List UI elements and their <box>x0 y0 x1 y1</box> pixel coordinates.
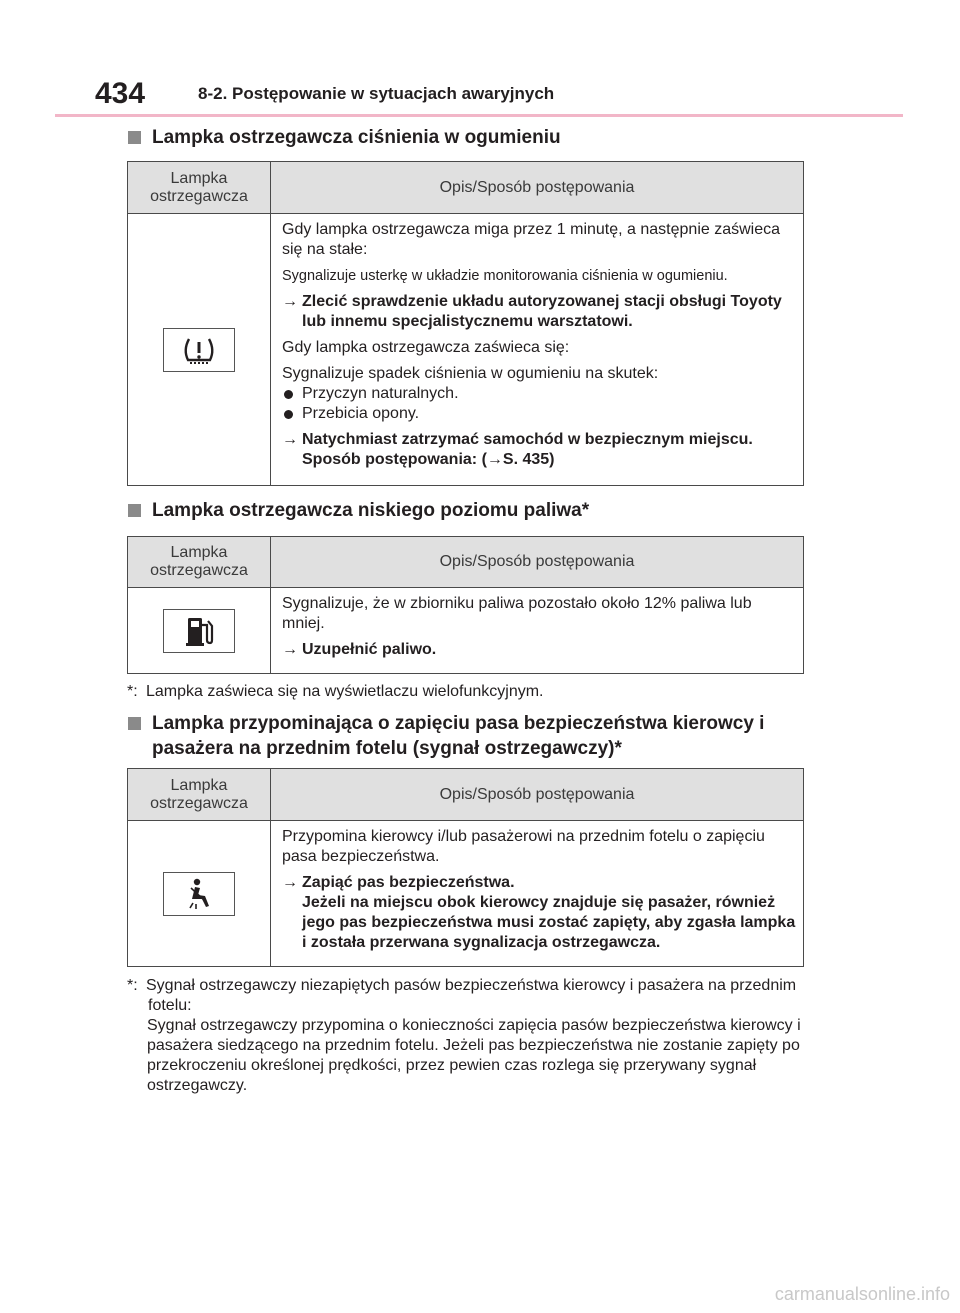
action-instruction: → Zlecić sprawdzenie układu autoryzowanej stacji obsługi Toyoty lub innemu specjalistycznemu warsztatowi. <box>282 293 782 330</box>
header-rule <box>55 114 903 117</box>
footnote-marker: *: <box>127 683 138 700</box>
chapter-title: 8-2. Postępowanie w sytuacjach awaryjnych <box>198 84 555 103</box>
list-item: Przebicia opony. <box>282 404 797 424</box>
col-header-lamp: Lampka ostrzegawcza <box>128 537 271 588</box>
arrow-icon: → <box>282 641 298 658</box>
icon-cell <box>128 588 271 674</box>
description-cell <box>271 821 804 967</box>
fuel-pump-icon <box>163 609 235 653</box>
footnote: *: Lampka zaświeca się na wyświetlaczu wielofunkcyjnym. <box>127 683 544 700</box>
arrow-icon: → <box>282 874 298 891</box>
description-text: Sygnalizuje usterkę w układzie monitorowania ciśnienia w ogumieniu. <box>282 268 728 284</box>
watermark-footer: carmanualsonline.info <box>774 1284 950 1304</box>
seatbelt-reminder-icon <box>163 872 235 916</box>
description-text: Sygnalizuje, że w zbiorniku paliwa pozostało około 12% paliwa lub mniej. <box>282 595 752 632</box>
col-header-lamp: Lampka ostrzegawcza <box>128 162 271 214</box>
action-instruction: → Natychmiast zatrzymać samochód w bezpiecznym miejscu. Sposób postępowania: (→S. 435) <box>282 431 753 468</box>
description-text: Gdy lampka ostrzegawcza zaświeca się: <box>282 339 570 356</box>
square-bullet-icon <box>128 131 141 144</box>
arrow-icon: → <box>282 293 298 310</box>
bullet-dot-icon <box>284 410 293 419</box>
section-title-seatbelt: Lampka przypominająca o zapięciu pasa bezpieczeństwa kierowcy i pasażera na przednim fotelu (sygnał ostrzegawczy)* <box>130 711 820 761</box>
section-title-tire-pressure: Lampka ostrzegawcza ciśnienia w ogumieniu <box>130 125 810 150</box>
description-text: Sygnalizuje spadek ciśnienia w ogumieniu na skutek: <box>282 365 659 382</box>
col-header-lamp: Lampka ostrzegawcza <box>128 769 271 821</box>
icon-cell <box>128 214 271 486</box>
list-item: Przyczyn naturalnych. <box>282 384 797 404</box>
action-instruction: → Uzupełnić paliwo. <box>282 641 437 658</box>
footnote-marker: *: <box>127 977 138 994</box>
footnote: *: Sygnał ostrzegawczy niezapiętych pasów bezpieczeństwa kierowcy i pasażera na przednim fotelu: Sygnał ostrzegawczy przypomina o konieczności zapięcia pasów bezpieczeństwa kierowcy i pasażera siedzącego na przednim fotelu. Jeżeli pas bezpieczeństwa nie zostanie zapięty po przekroczeniu określonej prędkości, przez pewien czas rozlega się przerywany sygnał ostrzegawczy. <box>127 977 801 1094</box>
fuel-table <box>127 536 804 674</box>
page-number: 434 <box>95 77 146 110</box>
page-header <box>95 76 903 116</box>
icon-cell <box>128 821 271 967</box>
arrow-icon: → <box>282 431 298 448</box>
tire-pressure-table <box>127 161 804 486</box>
bullet-dot-icon <box>284 390 293 399</box>
square-bullet-icon <box>128 504 141 517</box>
col-header-description: Opis/Sposób postępowania <box>271 162 804 214</box>
description-cell <box>271 588 804 674</box>
action-instruction: → Zapiąć pas bezpieczeństwa. Jeżeli na miejscu obok kierowcy znajduje się pasażer, również jego pas bezpieczeństwa musi zostać zapięty, aby zgasła lampka i została przerwana sygnalizacja ostrzegawcza. <box>282 874 796 951</box>
description-text: Gdy lampka ostrzegawcza miga przez 1 minutę, a następnie zaświeca się na stałe: <box>282 221 781 258</box>
description-text: Przypomina kierowcy i/lub pasażerowi na przednim fotelu o zapięciu pasa bezpieczeństwa. <box>282 828 765 865</box>
col-header-description: Opis/Sposób postępowania <box>271 537 804 588</box>
tire-pressure-warning-icon <box>163 328 235 372</box>
section-title-fuel: Lampka ostrzegawcza niskiego poziomu paliwa* <box>130 498 810 523</box>
description-cell <box>271 214 804 486</box>
seatbelt-table <box>127 768 804 967</box>
square-bullet-icon <box>128 717 141 730</box>
col-header-description: Opis/Sposób postępowania <box>271 769 804 821</box>
